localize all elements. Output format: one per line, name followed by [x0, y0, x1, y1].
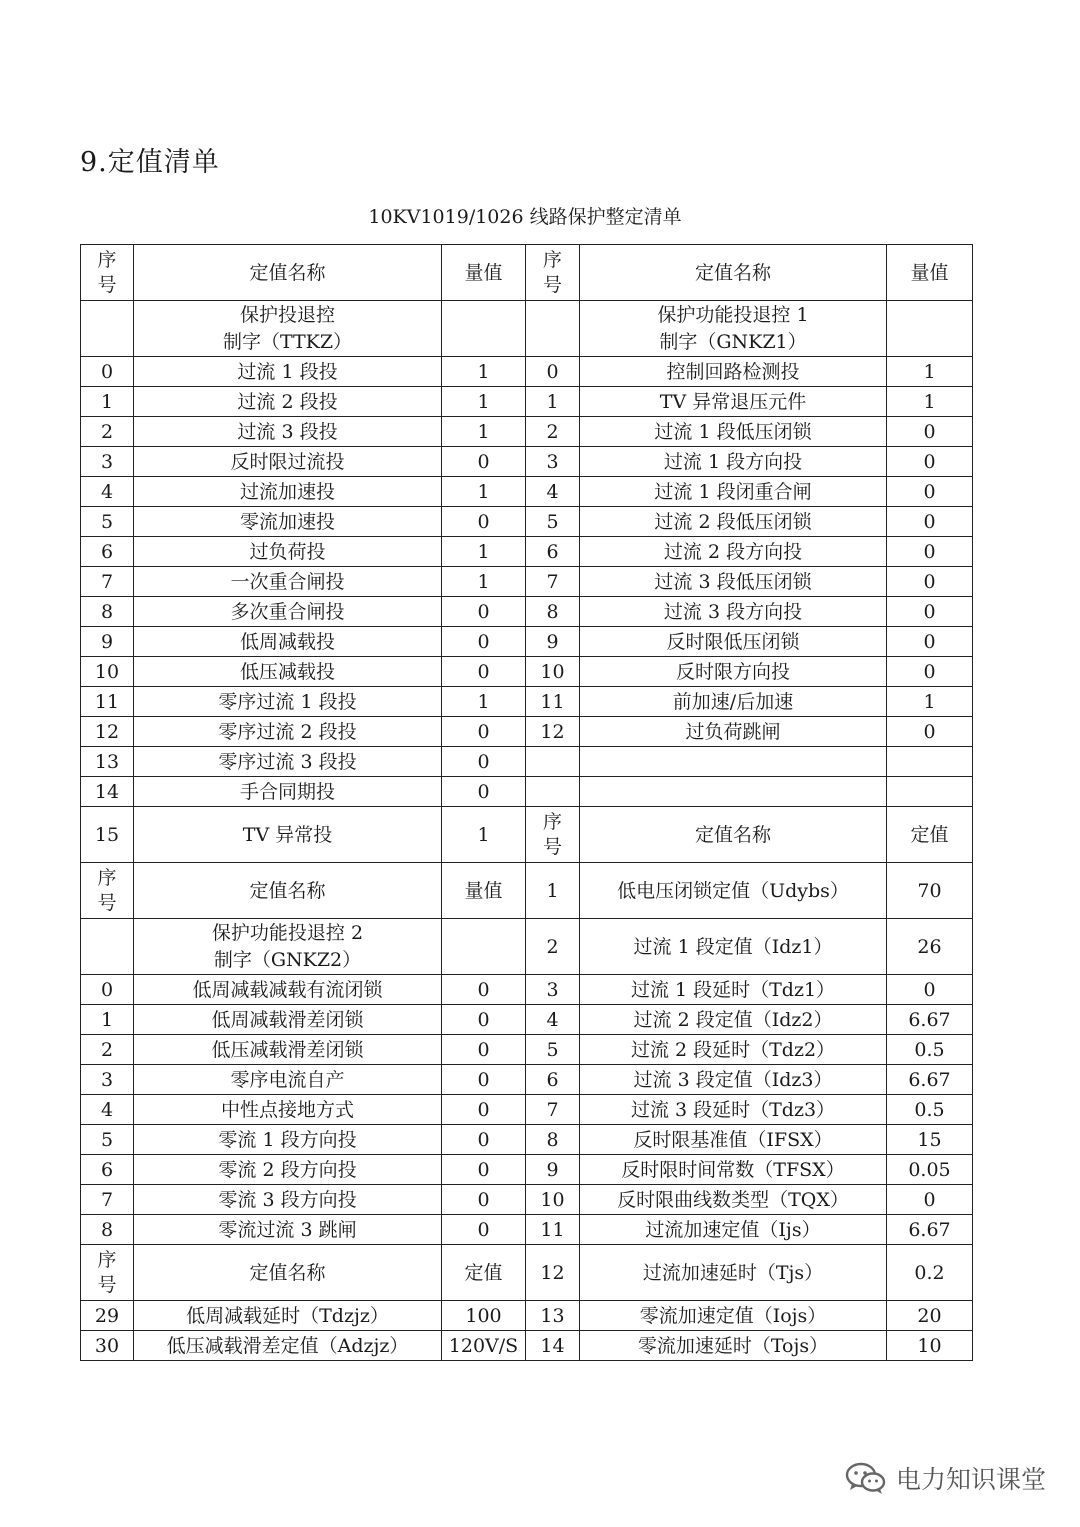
table-row: [81, 777, 973, 807]
left-value-cell: 0: [442, 657, 526, 687]
left-name-cell: 低周减载减载有流闭锁: [134, 975, 442, 1005]
right-name-cell: 反时限曲线数类型（TQX）: [580, 1185, 887, 1215]
table-row: [81, 1095, 973, 1125]
right-value-cell: 0: [887, 627, 973, 657]
left-name-cell: 保护功能投退控 2 制字（GNKZ2）: [134, 919, 442, 975]
table-row: [81, 1005, 973, 1035]
right-value-cell: 0: [887, 975, 973, 1005]
left-value-cell: 0: [442, 1185, 526, 1215]
left-seq-cell: [81, 1245, 134, 1301]
right-value-cell: 量值: [887, 245, 973, 301]
table-row: [81, 1125, 973, 1155]
right-value-cell: [887, 777, 973, 807]
left-name-cell: 过流 3 段投: [134, 417, 442, 447]
right-value-cell: 0: [887, 507, 973, 537]
right-seq-cell: 9: [526, 1155, 580, 1185]
table-row: [81, 717, 973, 747]
table-row: [81, 1215, 973, 1245]
left-name-cell: 零序电流自产: [134, 1065, 442, 1095]
right-seq-cell: 4: [526, 1005, 580, 1035]
right-value-cell: 0: [887, 447, 973, 477]
right-name-cell: 过流 2 段低压闭锁: [580, 507, 887, 537]
left-name-cell: 低周减载延时（Tdzjz）: [134, 1301, 442, 1331]
left-name-cell: 零流过流 3 跳闸: [134, 1215, 442, 1245]
right-name-cell: 反时限方向投: [580, 657, 887, 687]
right-value-cell: 0.5: [887, 1095, 973, 1125]
left-seq-cell: 5: [81, 507, 134, 537]
right-seq-cell: 14: [526, 1331, 580, 1361]
left-value-cell: 0: [442, 1065, 526, 1095]
seq-header-label: 序号: [97, 866, 117, 914]
right-value-cell: 0: [887, 567, 973, 597]
table-row: [81, 1035, 973, 1065]
left-name-cell: 多次重合闸投: [134, 597, 442, 627]
left-value-cell: 量值: [442, 245, 526, 301]
left-seq-cell: 12: [81, 717, 134, 747]
table-row: [81, 919, 973, 975]
left-name-cell: 定值名称: [134, 863, 442, 919]
right-name-cell: 低电压闭锁定值（Udybs）: [580, 863, 887, 919]
right-name-cell: 过流 2 段定值（Idz2）: [580, 1005, 887, 1035]
table-row: [81, 1065, 973, 1095]
left-name-cell: 低压减载滑差定值（Adzjz）: [134, 1331, 442, 1361]
left-value-cell: 0: [442, 1095, 526, 1125]
right-value-cell: 6.67: [887, 1005, 973, 1035]
right-seq-cell: 1: [526, 387, 580, 417]
right-seq-cell: 2: [526, 919, 580, 975]
left-value-cell: 0: [442, 1215, 526, 1245]
left-seq-cell: 3: [81, 1065, 134, 1095]
left-value-cell: 0: [442, 627, 526, 657]
left-name-cell: 手合同期投: [134, 777, 442, 807]
right-value-cell: 定值: [887, 807, 973, 863]
left-name-cell: 低压减载投: [134, 657, 442, 687]
left-seq-cell: 13: [81, 747, 134, 777]
left-value-cell: 1: [442, 417, 526, 447]
right-seq-cell: 3: [526, 975, 580, 1005]
left-name-cell: 过流 2 段投: [134, 387, 442, 417]
table-row: [81, 807, 973, 863]
right-seq-cell: 13: [526, 1301, 580, 1331]
right-value-cell: 0: [887, 657, 973, 687]
left-seq-cell: 30: [81, 1331, 134, 1361]
left-value-cell: 0: [442, 1035, 526, 1065]
right-value-cell: 1: [887, 357, 973, 387]
right-name-cell: 过流 1 段闭重合闸: [580, 477, 887, 507]
right-name-cell: [580, 777, 887, 807]
left-seq-cell: 4: [81, 477, 134, 507]
left-value-cell: [442, 919, 526, 975]
right-name-cell: 过流 1 段方向投: [580, 447, 887, 477]
table-row: [81, 447, 973, 477]
right-name-cell: 保护功能投退控 1 制字（GNKZ1）: [580, 301, 887, 357]
left-seq-cell: 7: [81, 567, 134, 597]
left-name-cell: 低压减载滑差闭锁: [134, 1035, 442, 1065]
left-seq-cell: 10: [81, 657, 134, 687]
right-name-cell: 反时限低压闭锁: [580, 627, 887, 657]
left-name-cell: 定值名称: [134, 1245, 442, 1301]
right-value-cell: 0.5: [887, 1035, 973, 1065]
left-name-cell: 低周减载投: [134, 627, 442, 657]
table-row: [81, 1301, 973, 1331]
right-name-cell: 前加速/后加速: [580, 687, 887, 717]
right-name-cell: 定值名称: [580, 245, 887, 301]
table-row: [81, 657, 973, 687]
seq-header-label: 序号: [97, 248, 117, 296]
table-row: [81, 1331, 973, 1361]
right-seq-cell: 8: [526, 597, 580, 627]
table-row: [81, 687, 973, 717]
table-row: [81, 301, 973, 357]
left-value-cell: 0: [442, 1155, 526, 1185]
right-seq-cell: [526, 301, 580, 357]
left-value-cell: 1: [442, 387, 526, 417]
left-value-cell: 1: [442, 687, 526, 717]
right-seq-cell: 6: [526, 537, 580, 567]
left-seq-cell: 3: [81, 447, 134, 477]
table-row: [81, 627, 973, 657]
left-seq-cell: 0: [81, 357, 134, 387]
left-name-cell: 零流 3 段方向投: [134, 1185, 442, 1215]
left-seq-cell: 15: [81, 807, 134, 863]
right-value-cell: 0: [887, 597, 973, 627]
right-name-cell: 零流加速延时（Tojs）: [580, 1331, 887, 1361]
table-row: [81, 1185, 973, 1215]
table-row: [81, 1245, 973, 1301]
right-name-cell: 反时限时间常数（TFSX）: [580, 1155, 887, 1185]
left-value-cell: 1: [442, 537, 526, 567]
right-name-cell: 过流加速延时（Tjs）: [580, 1245, 887, 1301]
right-seq-cell: [526, 807, 580, 863]
right-name-cell: 过负荷跳闸: [580, 717, 887, 747]
left-name-cell: 一次重合闸投: [134, 567, 442, 597]
table-row: [81, 245, 973, 301]
table-row: [81, 507, 973, 537]
left-value-cell: 120V/S: [442, 1331, 526, 1361]
left-value-cell: 定值: [442, 1245, 526, 1301]
left-seq-cell: 1: [81, 1005, 134, 1035]
table-row: [81, 567, 973, 597]
seq-header-label: 序号: [542, 248, 562, 296]
table-row: [81, 537, 973, 567]
right-value-cell: 0: [887, 477, 973, 507]
right-seq-cell: 10: [526, 657, 580, 687]
table-row: [81, 357, 973, 387]
right-value-cell: 0: [887, 1185, 973, 1215]
right-seq-cell: 5: [526, 507, 580, 537]
table-row: [81, 597, 973, 627]
left-value-cell: 1: [442, 477, 526, 507]
right-value-cell: [887, 747, 973, 777]
right-seq-cell: 6: [526, 1065, 580, 1095]
left-value-cell: 1: [442, 357, 526, 387]
right-seq-cell: 10: [526, 1185, 580, 1215]
right-name-cell: 定值名称: [580, 807, 887, 863]
left-name-cell: 零流加速投: [134, 507, 442, 537]
left-seq-cell: 9: [81, 627, 134, 657]
right-value-cell: 0.05: [887, 1155, 973, 1185]
right-seq-cell: 0: [526, 357, 580, 387]
left-seq-cell: 7: [81, 1185, 134, 1215]
left-seq-cell: 6: [81, 1155, 134, 1185]
left-value-cell: 1: [442, 567, 526, 597]
table-row: [81, 477, 973, 507]
table-row: [81, 747, 973, 777]
right-seq-cell: [526, 747, 580, 777]
right-name-cell: 过流 3 段定值（Idz3）: [580, 1065, 887, 1095]
right-name-cell: 过流 3 段延时（Tdz3）: [580, 1095, 887, 1125]
right-seq-cell: 12: [526, 1245, 580, 1301]
left-name-cell: 中性点接地方式: [134, 1095, 442, 1125]
left-seq-cell: 6: [81, 537, 134, 567]
left-name-cell: 过流 1 段投: [134, 357, 442, 387]
left-name-cell: 零序过流 2 段投: [134, 717, 442, 747]
left-seq-cell: 4: [81, 1095, 134, 1125]
watermark: [844, 1460, 1046, 1496]
left-seq-cell: [81, 863, 134, 919]
left-value-cell: 0: [442, 507, 526, 537]
left-name-cell: TV 异常投: [134, 807, 442, 863]
left-name-cell: 低周减载滑差闭锁: [134, 1005, 442, 1035]
left-seq-cell: 8: [81, 597, 134, 627]
right-name-cell: 过流 1 段定值（Idz1）: [580, 919, 887, 975]
left-value-cell: 0: [442, 777, 526, 807]
right-seq-cell: [526, 777, 580, 807]
left-name-cell: 过负荷投: [134, 537, 442, 567]
left-value-cell: 0: [442, 1125, 526, 1155]
right-name-cell: 过流加速定值（Ijs）: [580, 1215, 887, 1245]
right-value-cell: 6.67: [887, 1215, 973, 1245]
left-seq-cell: 29: [81, 1301, 134, 1331]
left-seq-cell: 1: [81, 387, 134, 417]
right-seq-cell: 2: [526, 417, 580, 447]
right-value-cell: 0.2: [887, 1245, 973, 1301]
right-name-cell: 控制回路检测投: [580, 357, 887, 387]
right-seq-cell: [526, 245, 580, 301]
right-value-cell: 10: [887, 1331, 973, 1361]
left-value-cell: 0: [442, 447, 526, 477]
left-value-cell: 0: [442, 717, 526, 747]
left-seq-cell: 8: [81, 1215, 134, 1245]
left-value-cell: 0: [442, 1005, 526, 1035]
table-row: [81, 1155, 973, 1185]
left-seq-cell: 2: [81, 1035, 134, 1065]
left-seq-cell: 11: [81, 687, 134, 717]
watermark-text: 电力知识课堂: [895, 1465, 1046, 1494]
left-seq-cell: 14: [81, 777, 134, 807]
right-seq-cell: 11: [526, 687, 580, 717]
right-value-cell: 6.67: [887, 1065, 973, 1095]
right-seq-cell: 9: [526, 627, 580, 657]
left-value-cell: [442, 301, 526, 357]
wechat-icon: [844, 1461, 888, 1495]
left-name-cell: 零序过流 1 段投: [134, 687, 442, 717]
table-row: [81, 975, 973, 1005]
right-name-cell: 过流 3 段低压闭锁: [580, 567, 887, 597]
right-name-cell: 过流 2 段方向投: [580, 537, 887, 567]
right-name-cell: 过流 2 段延时（Tdz2）: [580, 1035, 887, 1065]
left-value-cell: 量值: [442, 863, 526, 919]
right-value-cell: 15: [887, 1125, 973, 1155]
right-seq-cell: 4: [526, 477, 580, 507]
right-name-cell: 过流 1 段延时（Tdz1）: [580, 975, 887, 1005]
right-value-cell: 26: [887, 919, 973, 975]
left-seq-cell: [81, 245, 134, 301]
left-seq-cell: 5: [81, 1125, 134, 1155]
left-value-cell: 0: [442, 747, 526, 777]
table-caption: 10KV1019/1026 线路保护整定清单: [368, 206, 682, 228]
right-seq-cell: 8: [526, 1125, 580, 1155]
right-value-cell: 0: [887, 537, 973, 567]
table-row: [81, 417, 973, 447]
right-name-cell: 过流 1 段低压闭锁: [580, 417, 887, 447]
right-seq-cell: 5: [526, 1035, 580, 1065]
seq-header-label: 序号: [542, 810, 562, 858]
right-seq-cell: 7: [526, 1095, 580, 1125]
left-value-cell: 0: [442, 597, 526, 627]
right-value-cell: 1: [887, 687, 973, 717]
right-value-cell: 1: [887, 387, 973, 417]
right-name-cell: 反时限基准值（IFSX）: [580, 1125, 887, 1155]
left-value-cell: 1: [442, 807, 526, 863]
left-seq-cell: 2: [81, 417, 134, 447]
right-seq-cell: 1: [526, 863, 580, 919]
right-seq-cell: 3: [526, 447, 580, 477]
right-value-cell: 0: [887, 717, 973, 747]
left-value-cell: 0: [442, 975, 526, 1005]
right-name-cell: TV 异常退压元件: [580, 387, 887, 417]
left-name-cell: 零序过流 3 段投: [134, 747, 442, 777]
right-seq-cell: 11: [526, 1215, 580, 1245]
right-seq-cell: 7: [526, 567, 580, 597]
left-seq-cell: [81, 301, 134, 357]
table-row: [81, 863, 973, 919]
seq-header-label: 序号: [97, 1248, 117, 1296]
right-value-cell: 20: [887, 1301, 973, 1331]
section-title: 9.定值清单: [80, 147, 220, 178]
settings-table-body: [81, 245, 973, 1361]
right-seq-cell: 12: [526, 717, 580, 747]
settings-table: [80, 244, 973, 1361]
left-name-cell: 过流加速投: [134, 477, 442, 507]
left-name-cell: 零流 2 段方向投: [134, 1155, 442, 1185]
left-name-cell: 定值名称: [134, 245, 442, 301]
left-name-cell: 反时限过流投: [134, 447, 442, 477]
right-name-cell: 过流 3 段方向投: [580, 597, 887, 627]
right-value-cell: 70: [887, 863, 973, 919]
left-seq-cell: 0: [81, 975, 134, 1005]
left-name-cell: 零流 1 段方向投: [134, 1125, 442, 1155]
table-row: [81, 387, 973, 417]
right-name-cell: [580, 747, 887, 777]
right-value-cell: [887, 301, 973, 357]
left-name-cell: 保护投退控 制字（TTKZ）: [134, 301, 442, 357]
left-value-cell: 100: [442, 1301, 526, 1331]
right-value-cell: 0: [887, 417, 973, 447]
right-name-cell: 零流加速定值（Iojs）: [580, 1301, 887, 1331]
left-seq-cell: [81, 919, 134, 975]
